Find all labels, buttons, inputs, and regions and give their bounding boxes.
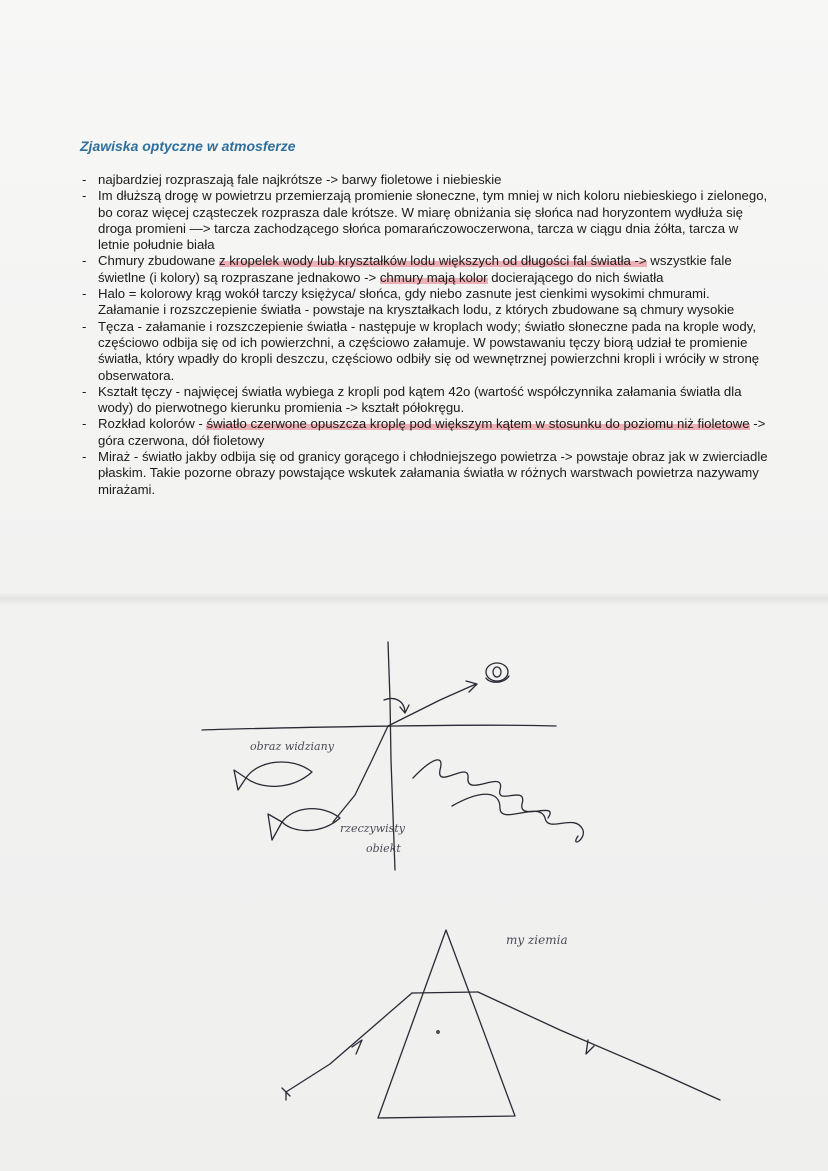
incoming-ray — [333, 726, 388, 822]
note-text: najbardziej rozpraszają fale najkrótsze -> barwy fioletowe i niebieskie — [98, 172, 502, 187]
note-text: wszystkie fale świetlne (i kolory) są rozpraszane jednakowo -> — [98, 253, 732, 285]
prism-dot — [437, 1031, 439, 1033]
highlighted-text: światło czerwone opuszcza kroplę pod większym kątem w stosunku do poziomu niż fioletowe — [206, 416, 750, 432]
label-prism: my ziemia — [506, 933, 568, 947]
incoming-ray-arrow — [352, 1040, 362, 1054]
note-text: Miraż - światło jakby odbija się od granicy gorącego i chłodniejszego powietrza -> powstaje obraz jak w zwierciadle płaskim. Takie pozorne obrazy powstające wskutek załamania światła w różnych warstwach powietrza nazywamy mirażami. — [98, 449, 768, 497]
page-title: Zjawiska optyczne w atmosferze — [80, 138, 296, 154]
note-text: Rozkład kolorów - — [98, 416, 207, 432]
outgoing-ray-arrow — [586, 1040, 594, 1054]
note-text: Kształt tęczy - najwięcej światła wybiega z kropli pod kątem 42o (wartość współczynnika załamania światła dla wody) do pierwotnego kierunku promienia -> kształt półokręgu. — [98, 383, 742, 416]
note-text: Im dłuższą drogę w powietrzu przemierzają promienie słoneczne, tym mniej w nich koloru niebieskiego i zielonego, bo coraz więcej cząsteczek rozprasza dale krótsze. W miarę obniżania się słońca nad horyzontem wydłuża się droga promieni —> tarcza zachodzącego słońca pomarańczowoczerwona, tarcza w ciągu dnia żółta, tarcza w letnie południe biała — [98, 188, 768, 253]
note-text: docierającego do nich światła — [487, 269, 664, 285]
label-real-1: rzeczywisty — [340, 822, 405, 835]
prism-diagram — [282, 930, 720, 1118]
heat-wave-lines — [413, 760, 550, 818]
note-text: -> góra czerwona, dół fioletowy — [98, 416, 766, 448]
note-text: Chmury zbudowane — [98, 253, 219, 269]
reflected-ray — [388, 684, 476, 726]
prism-triangle — [378, 930, 515, 1118]
vertical-normal-line — [388, 642, 395, 870]
heat-wave-lines-2 — [452, 794, 583, 842]
prism-inner-line — [412, 992, 478, 993]
highlighted-text: chmury mają kolor — [379, 269, 488, 285]
note-text: Tęcza - załamanie i rozszczepienie światła - następuje w kroplach wody; światło słoneczne pada na krople wody, częściowo odbija się od ich powierzchni, a częściowo załamuje. W powstawaniu tęczy biorą udział te promienie światła, który wpadły do kropli deszczu, częściowo odbiły się od wewnętrznej powierzchni kropli i wróciły w stronę obserwatora. — [98, 318, 760, 383]
eye-icon — [486, 663, 509, 682]
boundary-line — [202, 725, 556, 730]
label-image: obraz widziany — [250, 740, 334, 753]
fish-image-icon — [234, 762, 312, 790]
note-text: Halo = kolorowy krąg wokół tarczy księżyca/ słońca, gdy niebo zasnute jest cienkimi wysokimi chmurami. Załamanie i rozszczepienie światła - powstaje na kryształkach lodu, z których zbudowane są chmury wysokie — [98, 286, 735, 318]
fish-real-icon — [268, 809, 340, 840]
label-real-2: obiekt — [366, 842, 401, 855]
highlighted-text: z kropelek wody lub kryształków lodu większych od długości fal światła -> — [218, 253, 647, 269]
outgoing-ray-prism — [478, 992, 720, 1100]
mirage-diagram — [202, 642, 583, 870]
angle-arrow — [384, 699, 409, 714]
